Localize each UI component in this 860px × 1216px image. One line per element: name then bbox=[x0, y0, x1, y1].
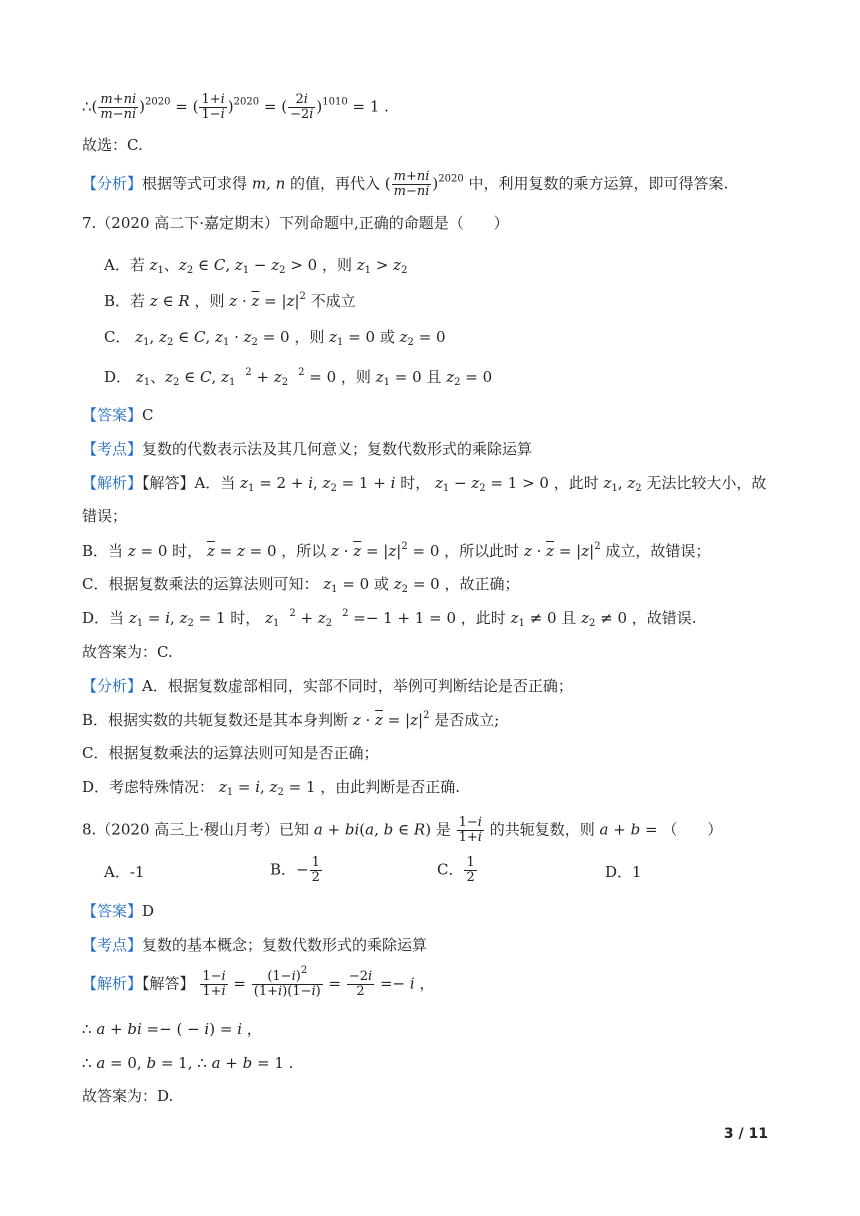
q7-kaodian: 【考点】复数的代数表示法及其几何意义；复数代数形式的乘除运算 bbox=[82, 440, 533, 458]
fenxi-tag: 【分析】 bbox=[82, 677, 143, 695]
jiexi-tag: 【解析】 bbox=[82, 974, 143, 993]
q8-option-a: A．-1 bbox=[104, 863, 145, 881]
q8-answer: 【答案】D bbox=[82, 902, 155, 920]
kaodian-tag: 【考点】 bbox=[82, 936, 143, 954]
q6-conclusion-tail: = 1 . bbox=[347, 97, 389, 116]
q7-jiexi-b: B．当 z = 0 时， $\overline{z} = z = 0$ ，所以 $z \cdot \overline{z} = |z|^2 = 0$ ，所以此时 $z \cdot \overline{z} = |z|^2$ 成立，故错误； bbox=[82, 541, 711, 560]
jiexi-tag: 【解析】 bbox=[82, 474, 143, 492]
analysis-tag: 【分析】 bbox=[82, 174, 143, 193]
q8-option-b: B．− $\frac{1}{2}$ bbox=[270, 855, 320, 885]
q7-fenxi-c: C．根据复数乘法的运算法则可知是否正确； bbox=[82, 744, 379, 762]
answer-tag: 【答案】 bbox=[82, 406, 143, 424]
page-number: 3 / 11 bbox=[723, 1126, 768, 1142]
q7-jiexi-d: D．当 $z_1 = i$, $z_2 = 1$ 时， $z_1^2 + z_2^2 =- 1 + 1 = 0$ ，此时 $z_1 \ne 0$ 且 $z_2 \ne 0$ ，故错误. bbox=[82, 608, 697, 629]
q7-fenxi-a: 【分析】A．根据复数虚部相同，实部不同时，举例可判断结论是否正确； bbox=[82, 677, 573, 695]
q7-stem: 7.（2020 高二下·嘉定期末）下列命题中,正确的命题是（ ） bbox=[82, 214, 509, 232]
q7-jiexi-c: C．根据复数乘法的运算法则可知： $z_1 = 0$ 或 $z_2 = 0$ ，故正确； bbox=[82, 575, 520, 595]
q8-jiexi: 【解析】【解答】 $\frac{1-i}{1+i}$ = $\frac{(1-i)^2}{(1+i)(1-i)}$ = $\frac{-2i}{2}$ =− i ， bbox=[82, 965, 435, 999]
q8-option-d: D．1 bbox=[605, 863, 642, 881]
q8-step-2: ∴ a = 0, b = 1, ∴ a + b = 1 . bbox=[82, 1054, 294, 1072]
q8-final: 故答案为：D. bbox=[82, 1087, 174, 1105]
q7-option-b: B．若 z ∈ R ，则 $z \cdot \overline{z} = |z|^2$ 不成立 bbox=[104, 291, 356, 310]
kaodian-tag: 【考点】 bbox=[82, 440, 143, 458]
q7-fenxi-d: D．考虑特殊情况： $z_1 = i$, $z_2 = 1$ ，由此判断是否正确. bbox=[82, 778, 461, 798]
q7-final: 故答案为：C. bbox=[82, 643, 173, 661]
q6-conclusion: ∴( $\frac{m+ni}{m-ni}$ )$^{2020}$ = ( $\frac{1+i}{1-i}$ )$^{2020}$ = ( $\frac{2i}{-2i}$ )$^{1010}$ = 1 . bbox=[82, 92, 389, 122]
q8-option-c: C． $\frac{1}{2}$ bbox=[437, 855, 475, 885]
q8-stem: 8.（2020 高三上·稷山月考）已知 a + bi(a, b ∈ R) 是 $\frac{1-i}{1+i}$ 的共轭复数，则 a + b = （ ） bbox=[82, 815, 723, 845]
q6-choice: 故选：C. bbox=[82, 136, 143, 154]
q7-option-a: A．若 $z_1$、$z_2$ ∈ C, $z_1 - z_2 > 0$ ，则 $z_1 > z_2$ bbox=[104, 256, 408, 276]
q8-kaodian: 【考点】复数的基本概念；复数代数形式的乘除运算 bbox=[82, 936, 428, 954]
q7-answer: 【答案】C bbox=[82, 406, 154, 424]
q8-step-1: ∴ a + bi =− ( − i) = i ， bbox=[82, 1020, 262, 1038]
answer-tag: 【答案】 bbox=[82, 902, 143, 920]
q6-analysis: 【分析】根据等式可求得 m, n 的值，再代入 ( $\frac{m+ni}{m-ni}$ )$^{2020}$ 中，利用复数的乘方运算，即可得答案. bbox=[82, 169, 729, 199]
q7-option-d: D． $z_1$、$z_2$ ∈ C, $z_1^2 + z_2^2 = 0$ ，则 $z_1 = 0$ 且 $z_2 = 0$ bbox=[104, 367, 493, 388]
q7-jiexi-a-tail: 错误； bbox=[82, 507, 128, 525]
q7-option-c: C． $z_1$, $z_2$ ∈ C, $z_1 \cdot z_2 = 0$ ，则 $z_1 = 0$ 或 $z_2 = 0$ bbox=[104, 328, 446, 348]
q7-jiexi-a: 【解析】【解答】A．当 $z_1 = 2 + i$, $z_2 = 1 + i$ 时， $z_1 - z_2 = 1 > 0$ ，此时 $z_1$, $z_2$ 无法比较大小，故 bbox=[82, 474, 767, 494]
q7-fenxi-b: B．根据实数的共轭复数还是其本身判断 $z \cdot \overline{z} = |z|^2$ 是否成立; bbox=[82, 710, 500, 729]
